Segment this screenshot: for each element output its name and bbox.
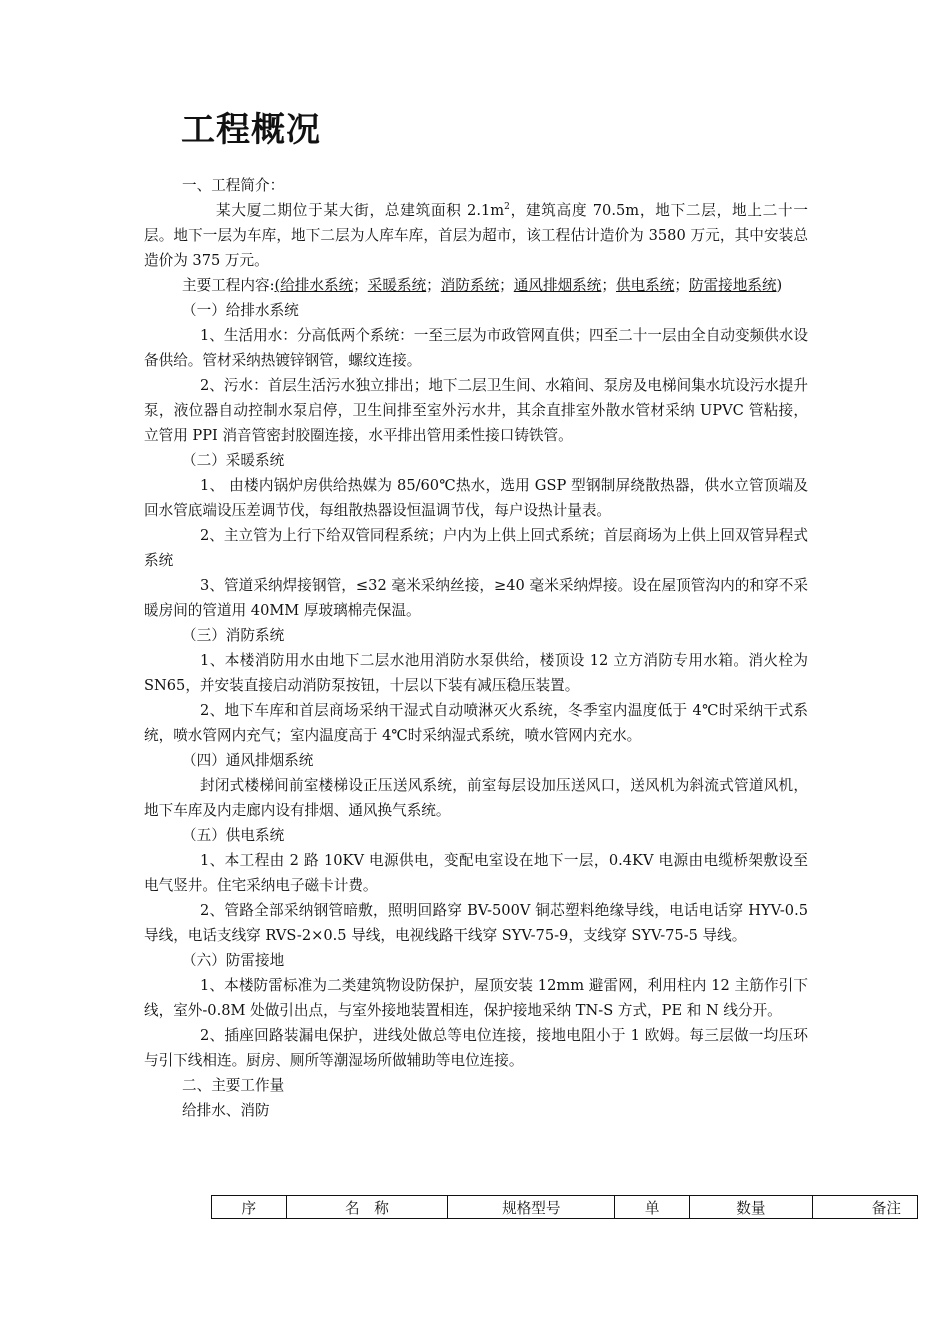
subsection-heading: （五）供电系统 <box>182 827 285 844</box>
section-heading-1: 一、工程简介： <box>182 177 285 194</box>
system-name: 防雷接地系统 <box>688 277 777 294</box>
intro-text-cont: ，建筑高度 70.5m，地下二层，地上二十一层。地下一层为车库，地下二层为人库车库，首层为超市，该工程估计造价为 3580 万元，其中安装总造价为 375 万元。 <box>144 202 808 269</box>
section-heading-2: 二、主要工作量 <box>182 1077 285 1094</box>
superscript: 2 <box>504 202 510 213</box>
paragraph: 1、 由楼内锅炉房供给热媒为 85/60℃热水，选用 GSP 型钢制屏绕散热器，供水立管顶端及回水管底端设压差调节伐，每组散热器设恒温调节伐，每户设热计量表。 <box>144 477 808 519</box>
paragraph: 1、生活用水：分高低两个系统：一至三层为市政管网直供；四至二十一层由全自动变频供水设备供给。管材采纳热镀锌钢管，螺纹连接。 <box>144 327 808 369</box>
paragraph: 1、本楼消防用水由地下二层水池用消防水泵供给，楼顶设 12 立方消防专用水箱。消火栓为 SN65，并安装直接启动消防泵按钮，十层以下装有减压稳压装置。 <box>144 652 808 694</box>
table-header-row <box>212 1196 918 1219</box>
intro-text: 某大厦二期位于某大街，总建筑面积 2.1m <box>216 202 505 219</box>
paragraph: 2、主立管为上行下给双管同程系统；户内为上供上回式系统；首层商场为上供上回双管异程式系统 <box>144 527 808 569</box>
subsection-label: 给排水、消防 <box>182 1102 270 1119</box>
separator: ； <box>674 277 689 294</box>
paragraph: 2、插座回路装漏电保护，进线处做总等电位连接，接地电阻小于 1 欧姆。每三层做一均压环与引下线相连。厨房、厕所等潮湿场所做辅助等电位连接。 <box>144 1027 808 1069</box>
table-header-cell: 序 <box>212 1196 287 1219</box>
paragraph: 2、管路全部采纳钢管暗敷，照明回路穿 BV-500V 铜芯塑料绝缘导线，电话电话穿 HYV-0.5 导线，电话支线穿 RVS-2×0.5 导线，电视线路干线穿 SYV-75-9，支线穿 SYV-75-5 导线。 <box>144 902 808 944</box>
main-content-paragraph <box>144 273 808 298</box>
system-name: 采暖系统 <box>367 277 427 294</box>
table-header-cell: 单 <box>615 1196 690 1219</box>
document-body <box>144 173 808 1123</box>
system-name: 通风排烟系统 <box>513 277 602 294</box>
system-name: 供电系统 <box>615 277 675 294</box>
table-header-cell: 名 称 <box>286 1196 448 1219</box>
paren-open: ( <box>274 277 281 294</box>
paren-close: ) <box>776 277 783 294</box>
subsection-heading: （四）通风排烟系统 <box>182 752 314 769</box>
paragraph: 2、污水：首层生活污水独立排出；地下二层卫生间、水箱间、泵房及电梯间集水坑设污水提升泵，液位器自动控制水泵启停，卫生间排至室外污水井，其余直排室外散水管材采纳 UPVC 管粘接，立管用 PPI 消音管密封胶圈连接，水平排出管用柔性接口铸铁管。 <box>144 377 808 444</box>
paragraph: 3、管道采纳焊接钢管，≤32 毫米采纳丝接，≥40 毫米采纳焊接。设在屋顶管沟内的和穿不采暖房间的管道用 40MM 厚玻璃棉壳保温。 <box>144 577 808 619</box>
paragraph: 1、本工程由 2 路 10KV 电源供电，变配电室设在地下一层，0.4KV 电源由电缆桥架敷设至电气竖井。住宅采纳电子磁卡计费。 <box>144 852 808 894</box>
separator: ； <box>353 277 368 294</box>
separator: ； <box>426 277 441 294</box>
table-header-cell: 备注 <box>812 1196 917 1219</box>
subsection-heading: （三）消防系统 <box>182 627 285 644</box>
page-title: 工程概况 <box>181 110 321 150</box>
subsection-heading: （一）给排水系统 <box>182 302 299 319</box>
paragraph: 2、地下车库和首层商场采纳干湿式自动喷淋灭火系统，冬季室内温度低于 4℃时采纳干式系统，喷水管网内充气；室内温度高于 4℃时采纳湿式系统，喷水管网内充水。 <box>144 702 808 744</box>
separator: ； <box>499 277 514 294</box>
system-name: 给排水系统 <box>280 277 354 294</box>
separator: ； <box>601 277 616 294</box>
quantity-table <box>211 1195 918 1219</box>
subsection-heading: （六）防雷接地 <box>182 952 285 969</box>
table-header-cell: 规格型号 <box>448 1196 615 1219</box>
system-name: 消防系统 <box>440 277 500 294</box>
paragraph: 封闭式楼梯间前室楼梯设正压送风系统，前室每层设加压送风口，送风机为斜流式管道风机，地下车库及内走廊内设有排烟、通风换气系统。 <box>144 777 808 819</box>
main-content-label: 主要工程内容: <box>182 277 275 294</box>
table-header-cell: 数量 <box>690 1196 813 1219</box>
intro-paragraph <box>144 198 808 273</box>
system-sections <box>144 298 808 1073</box>
paragraph: 1、本楼防雷标准为二类建筑物设防保护，屋顶安装 12mm 避雷网，利用柱内 12 主筋作引下线，室外-0.8M 处做引出点，与室外接地装置相连，保护接地采纳 TN-S 方式，PE 和 N 线分开。 <box>144 977 808 1019</box>
subsection-heading: （二）采暖系统 <box>182 452 285 469</box>
